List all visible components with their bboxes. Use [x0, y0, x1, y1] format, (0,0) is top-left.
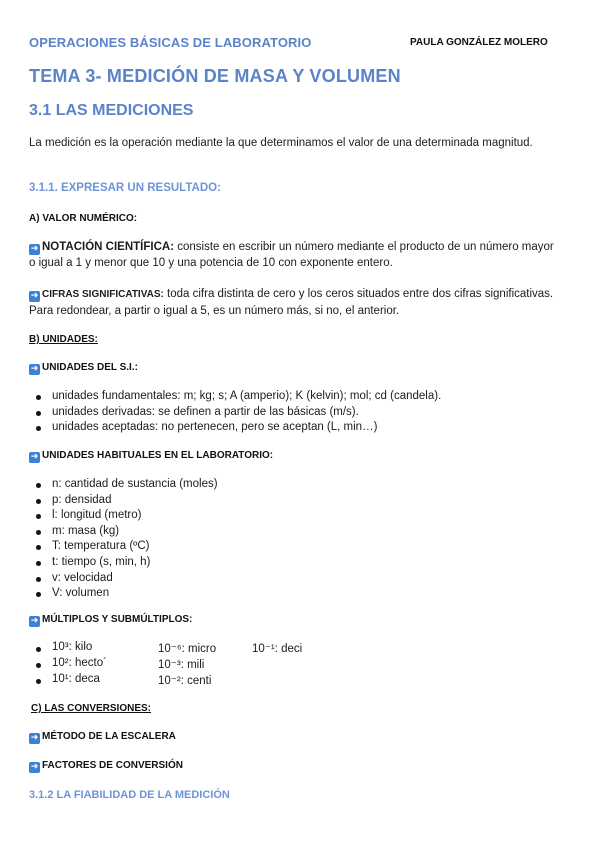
hab-heading — [29, 450, 273, 463]
list-item: v: velocidad — [36, 571, 218, 587]
right-arrow-icon: ➜ — [30, 244, 39, 254]
mult-cell: 10¹: deca — [52, 673, 100, 685]
mult-cell: 10⁻³: mili — [158, 659, 205, 671]
list-item: T: temperatura (ºC) — [36, 539, 218, 555]
mult-cell: 10²: hecto´ — [52, 657, 107, 669]
list-item: t: tiempo (s, min, h) — [36, 555, 218, 571]
right-arrow-icon: ➜ — [30, 364, 39, 374]
cifras-label: CIFRAS SIGNIFICATIVAS: — [42, 289, 164, 300]
si-list — [36, 389, 441, 436]
mult-cell: 10⁻²: centi — [158, 675, 212, 687]
list-item: p: densidad — [36, 493, 218, 509]
escalera-label: MÉTODO DE LA ESCALERA — [42, 731, 176, 742]
mult-heading — [29, 614, 192, 627]
si-label: UNIDADES DEL S.I.: — [42, 362, 138, 373]
bullet — [36, 679, 41, 684]
bullet — [36, 647, 41, 652]
bullet — [36, 663, 41, 668]
hab-label: UNIDADES HABITUALES EN EL LABORATORIO: — [42, 450, 274, 461]
mult-row — [36, 641, 336, 656]
escalera-heading — [29, 731, 176, 744]
right-arrow-icon: ➜ — [30, 762, 39, 772]
mult-cell: 10⁻⁶: micro — [158, 643, 217, 655]
factores-heading — [29, 760, 183, 773]
cifras-text: toda cifra distinta de cero y los ceros situados entre dos cifras significativas. Para redondear, a partir o igual a 5, es un número más, si no, el anterior. — [29, 288, 554, 317]
list-item: m: masa (kg) — [36, 524, 218, 540]
subsection-heading-1: 3.1.1. EXPRESAR UN RESULTADO: — [29, 182, 221, 194]
header-author: PAULA GONZÁLEZ MOLERO — [410, 37, 548, 48]
notacion-label: NOTACIÓN CIENTÍFICA: — [42, 241, 175, 253]
list-item: V: volumen — [36, 586, 218, 602]
notacion-paragraph — [29, 239, 559, 271]
intro-paragraph: La medición es la operación mediante la que determinamos el valor de una determinada magnitud. — [29, 137, 533, 149]
list-item: unidades aceptadas: no pertenecen, pero se aceptan (L, min…) — [36, 420, 441, 436]
right-arrow-icon: ➜ — [30, 733, 39, 743]
right-arrow-icon: ➜ — [30, 452, 39, 462]
cifras-paragraph — [29, 286, 559, 319]
label-conversiones: C) LAS CONVERSIONES: — [31, 703, 152, 714]
mult-row — [36, 657, 336, 672]
notacion-text: consiste en escribir un número mediante el producto de un número mayor o igual a 1 y menor que 10 y una potencia de 10 con exponente entero. — [29, 241, 554, 269]
mult-label: MÚLTIPLOS Y SUBMÚLTIPLOS: — [42, 614, 193, 625]
list-item: unidades derivadas: se definen a partir de las básicas (m/s). — [36, 405, 441, 421]
hab-list — [36, 477, 218, 602]
right-arrow-icon: ➜ — [30, 616, 39, 626]
mult-cell: 10³: kilo — [52, 641, 93, 653]
right-arrow-icon: ➜ — [30, 291, 39, 301]
header-course: OPERACIONES BÁSICAS DE LABORATORIO — [29, 35, 312, 50]
section-heading: 3.1 LAS MEDICIONES — [29, 102, 194, 119]
list-item: unidades fundamentales: m; kg; s; A (amperio); K (kelvin); mol; cd (candela). — [36, 389, 441, 405]
label-valor-numerico: A) VALOR NUMÉRICO: — [29, 213, 138, 224]
factores-label: FACTORES DE CONVERSIÓN — [42, 760, 183, 771]
list-item: n: cantidad de sustancia (moles) — [36, 477, 218, 493]
mult-row — [36, 673, 336, 688]
subsection-heading-2: 3.1.2 LA FIABILIDAD DE LA MEDICIÓN — [29, 789, 230, 801]
page-title: TEMA 3- MEDICIÓN DE MASA Y VOLUMEN — [29, 66, 401, 86]
si-heading — [29, 362, 138, 375]
label-unidades: B) UNIDADES: — [29, 334, 98, 345]
mult-cell: 10⁻¹: deci — [252, 643, 303, 655]
list-item: l: longitud (metro) — [36, 508, 218, 524]
